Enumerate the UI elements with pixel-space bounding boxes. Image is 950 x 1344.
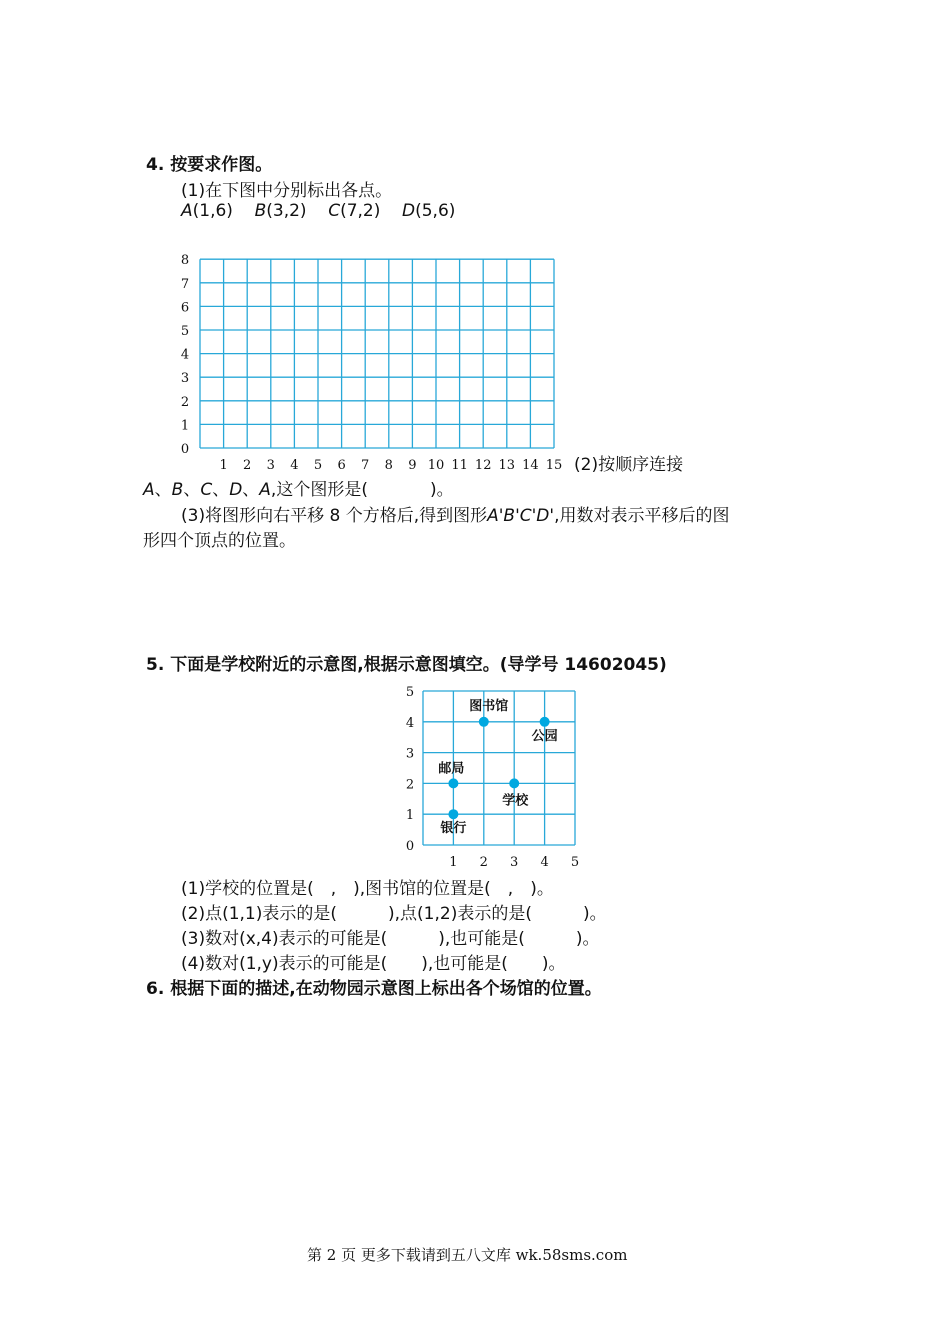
point-d-name: D — [402, 201, 416, 221]
q5-line-3: (3)数对(x,4)表示的可能是( ),也可能是( )。 — [181, 929, 600, 949]
p2-letter-c: C — [200, 480, 213, 500]
p2-end: )。 — [429, 480, 454, 500]
page-footer: 第 2 页 更多下载请到五八文库 wk.58sms.com — [307, 1246, 628, 1264]
y-tick-label: 1 — [180, 418, 190, 434]
q4-part3 — [181, 501, 729, 526]
place-dot — [540, 717, 550, 727]
q4-title: 按要求作图。 — [170, 155, 273, 175]
q6-header: 6. 根据下面的描述,在动物园示意图上标出各个场馆的位置。 — [146, 979, 602, 999]
q4-part2-start: (2)按顺序连接 — [574, 455, 684, 475]
q4-number: 4 — [146, 155, 158, 175]
x-tick-label: 2 — [243, 458, 252, 473]
x-tick-label: 4 — [290, 458, 299, 473]
x-tick-label: 11 — [451, 458, 468, 473]
place-dot — [509, 778, 519, 788]
map-y-tick-label: 4 — [405, 715, 415, 731]
p3-part2: ,用数对表示平移后的图 — [554, 506, 730, 526]
p2-letter-d: D — [229, 480, 243, 500]
map-x-tick-label: 5 — [570, 855, 580, 870]
map-y-tick-label: 1 — [405, 808, 415, 824]
x-tick-label: 8 — [384, 458, 393, 473]
map-x-tick-label: 2 — [479, 855, 488, 870]
x-tick-label: 3 — [266, 458, 275, 473]
q4-header: 4. 按要求作图。 — [146, 155, 273, 175]
place-dot — [448, 809, 458, 819]
p3-shape: A'B'C'D' — [487, 506, 555, 526]
map-x-tick-label: 1 — [449, 855, 458, 870]
q5-map — [395, 678, 595, 873]
q4-part2-line: A、B、C、D、A,这个图形是( )。 — [143, 480, 454, 500]
q5-number: 5 — [146, 655, 158, 675]
map-y-tick-label: 0 — [405, 839, 415, 854]
p3-part1: (3)将图形向右平移 8 个方格后,得到图形 — [181, 506, 488, 526]
map-y-tick-label: 3 — [405, 746, 415, 762]
place-label: 邮局 — [438, 761, 465, 777]
q6-title: 根据下面的描述,在动物园示意图上标出各个场馆的位置。 — [170, 979, 602, 999]
q5-line-1: (1)学校的位置是( , ),图书馆的位置是( , )。 — [181, 879, 554, 899]
point-b-coord: (3,2) — [266, 201, 307, 221]
place-label: 银行 — [440, 821, 467, 837]
point-c-name: C — [328, 201, 341, 221]
q6-number: 6 — [146, 979, 158, 999]
x-tick-label: 10 — [427, 458, 445, 473]
place-dot — [479, 717, 489, 727]
y-tick-label: 0 — [180, 442, 190, 457]
point-c-coord: (7,2) — [340, 201, 381, 221]
x-tick-label: 5 — [313, 458, 323, 473]
q4-points-list — [181, 201, 455, 221]
y-tick-label: 6 — [180, 300, 190, 316]
point-b-name: B — [254, 201, 267, 221]
x-tick-label: 7 — [361, 458, 370, 473]
map-x-tick-label: 3 — [510, 855, 519, 870]
place-label: 学校 — [502, 793, 529, 809]
map-x-tick-label: 4 — [540, 855, 549, 870]
map-y-tick-label: 5 — [405, 685, 415, 700]
y-tick-label: 7 — [180, 276, 190, 292]
p2-letter-a2: A — [259, 480, 271, 500]
map-y-tick-label: 2 — [405, 777, 415, 793]
x-tick-label: 12 — [474, 458, 492, 473]
q5-title: 下面是学校附近的示意图,根据示意图填空。(导学号 14602045) — [170, 655, 667, 675]
q5-header: 5. 下面是学校附近的示意图,根据示意图填空。(导学号 14602045) — [146, 655, 667, 675]
place-label: 公园 — [531, 728, 558, 744]
p2-rest: ,这个图形是( — [270, 480, 368, 500]
p2-letter-b: B — [171, 480, 184, 500]
q4-part3-line2: 形四个顶点的位置。 — [143, 531, 296, 551]
q5-line-2: (2)点(1,1)表示的是( ),点(1,2)表示的是( )。 — [181, 904, 607, 924]
x-tick-label: 15 — [545, 458, 563, 473]
q4-coordinate-grid — [170, 250, 580, 480]
x-tick-label: 9 — [408, 458, 417, 473]
place-dot — [448, 778, 458, 788]
y-tick-label: 3 — [180, 371, 190, 387]
q4-part1: (1)在下图中分别标出各点。 — [181, 181, 393, 201]
y-tick-label: 8 — [180, 253, 190, 269]
y-tick-label: 4 — [180, 347, 190, 363]
x-tick-label: 1 — [219, 458, 228, 473]
point-a-coord: (1,6) — [192, 201, 233, 221]
p2-letter-a: A — [143, 480, 155, 500]
q5-line-4: (4)数对(1,y)表示的可能是( ),也可能是( )。 — [181, 954, 566, 974]
point-a-name: A — [181, 201, 193, 221]
place-label: 图书馆 — [469, 698, 509, 714]
y-tick-label: 2 — [180, 394, 190, 410]
x-tick-label: 13 — [498, 458, 516, 473]
x-tick-label: 14 — [522, 458, 539, 473]
x-tick-label: 6 — [337, 458, 346, 473]
y-tick-label: 5 — [180, 324, 190, 339]
point-d-coord: (5,6) — [415, 201, 456, 221]
